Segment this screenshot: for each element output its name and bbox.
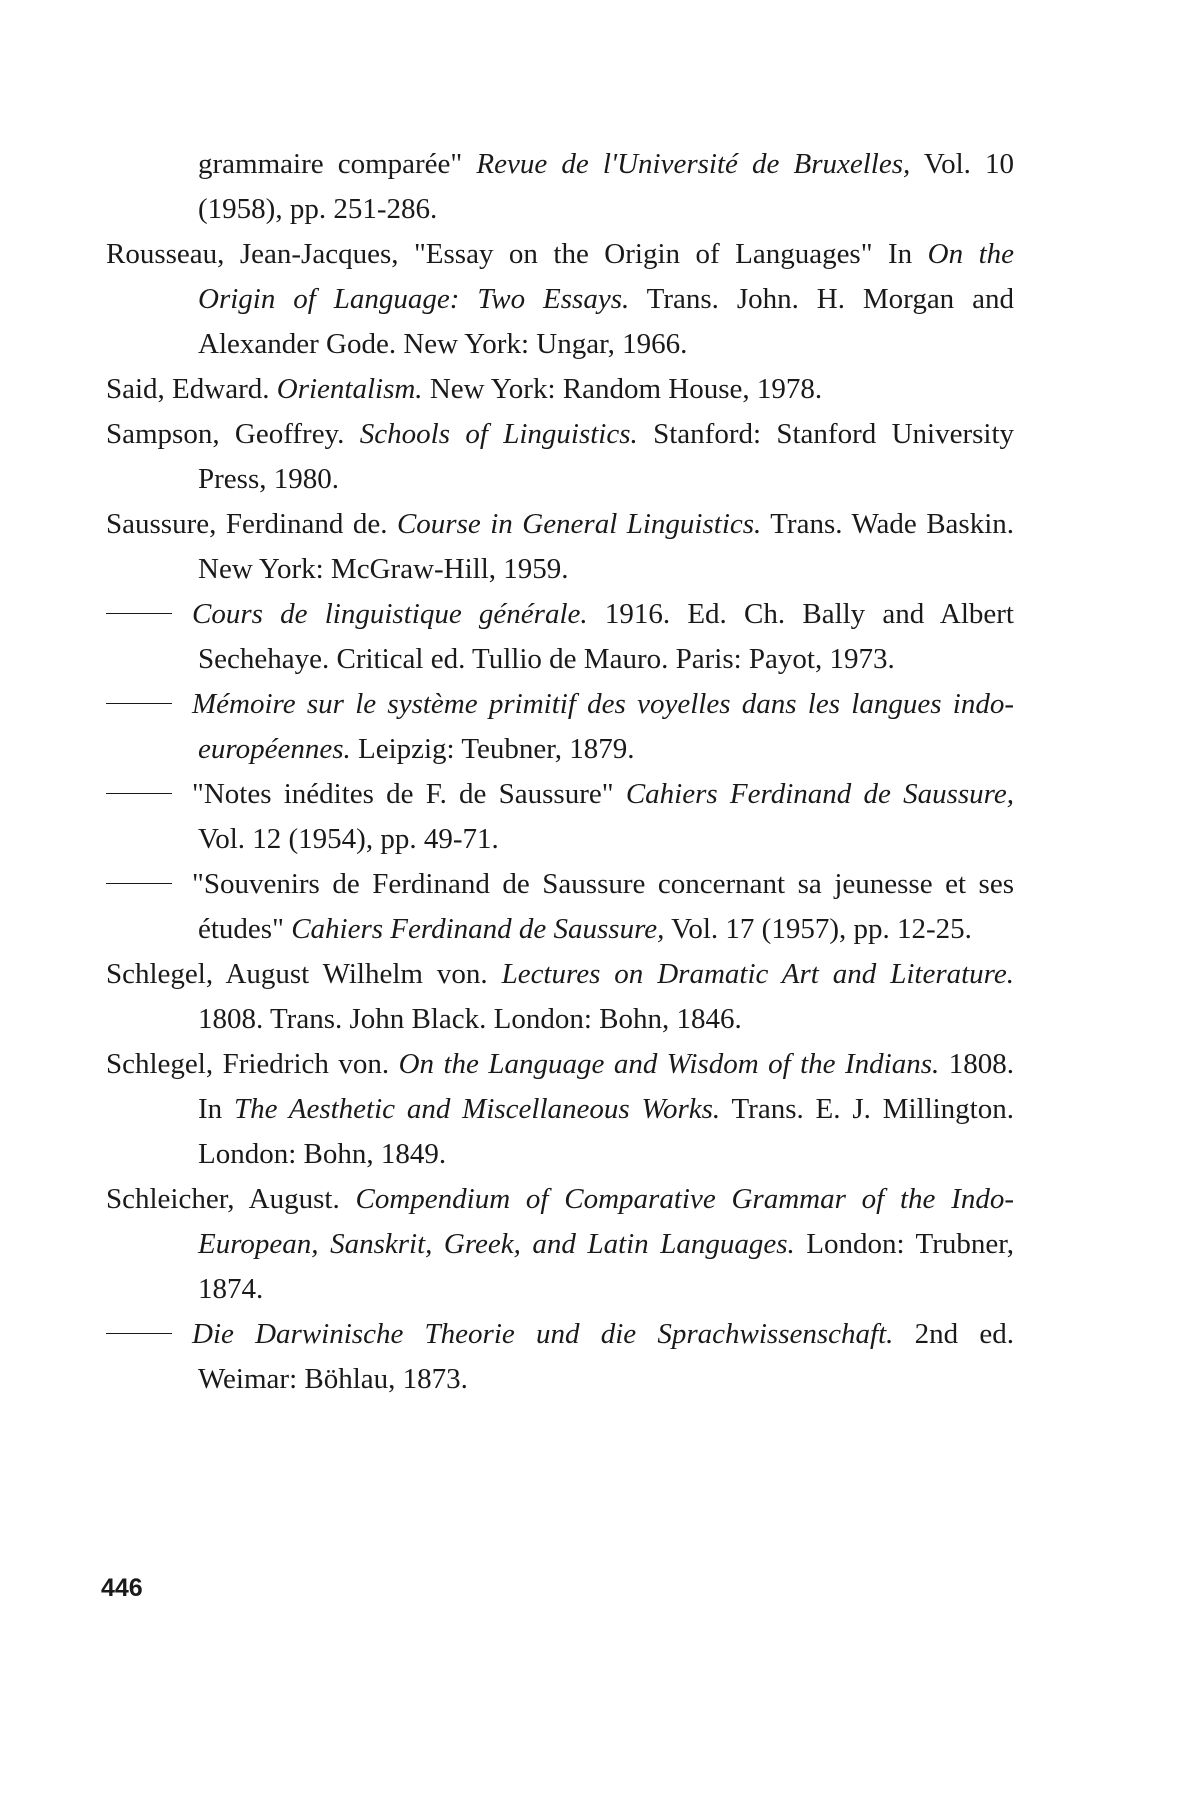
entry-text: Vol. 10 (1958), pp. 251-286. bbox=[198, 148, 1014, 225]
entry-title: Cahiers Ferdinand de Saussure, bbox=[291, 913, 665, 945]
entry-text: Schlegel, August Wilhelm von. bbox=[106, 958, 502, 990]
entry-text: Trans. E. J. Millington. London: Bohn, 1849. bbox=[198, 1093, 1014, 1170]
bibliography-entry bbox=[106, 502, 1014, 592]
same-author-dash bbox=[106, 703, 172, 704]
same-author-dash bbox=[106, 793, 172, 794]
entry-title: Cahiers Ferdinand de Saussure, bbox=[625, 778, 1014, 810]
entry-text: Saussure, Ferdinand de. bbox=[106, 508, 397, 540]
page-number: 446 bbox=[101, 1574, 143, 1602]
entry-text: Said, Edward. bbox=[106, 373, 277, 405]
entry-text: 2nd ed. Weimar: Böhlau, 1873. bbox=[198, 1318, 1014, 1395]
bibliography-entry bbox=[106, 952, 1014, 1042]
entry-text: "Souvenirs de Ferdinand de Saussure concernant sa jeunesse et ses études" bbox=[192, 868, 1014, 945]
bibliography-entry bbox=[106, 1177, 1014, 1312]
bibliography-entry bbox=[106, 682, 1014, 772]
entry-text: 1808. In bbox=[198, 1048, 1014, 1125]
entry-text: Stanford: Stanford University Press, 1980. bbox=[198, 418, 1014, 495]
entry-title: Die Darwinische Theorie und die Sprachwissenschaft. bbox=[192, 1318, 894, 1350]
same-author-dash bbox=[106, 1333, 172, 1334]
bibliography-entry bbox=[106, 142, 1014, 232]
same-author-dash bbox=[106, 613, 172, 614]
bibliography-entry bbox=[106, 592, 1014, 682]
entry-title: The Aesthetic and Miscellaneous Works. bbox=[233, 1093, 721, 1125]
bibliography-entry bbox=[106, 412, 1014, 502]
entry-title: Cours de linguistique générale. bbox=[192, 598, 588, 630]
entry-title: Mémoire sur le système primitif des voyelles dans les langues indo-européennes. bbox=[192, 688, 1014, 765]
entry-text: Trans. Wade Baskin. New York: McGraw-Hill, 1959. bbox=[198, 508, 1015, 585]
bibliography bbox=[106, 142, 1014, 1402]
entry-text: grammaire comparée" bbox=[198, 148, 477, 180]
entry-text: New York: Random House, 1978. bbox=[422, 373, 823, 405]
entry-title: On the Origin of Language: Two Essays. bbox=[198, 238, 1014, 315]
entry-text: Schlegel, Friedrich von. bbox=[106, 1048, 399, 1080]
entry-text: 1808. Trans. John Black. London: Bohn, 1846. bbox=[198, 1003, 742, 1035]
bibliography-entry bbox=[106, 232, 1014, 367]
entry-text: Sampson, Geoffrey. bbox=[106, 418, 360, 450]
entry-title: Schools of Linguistics. bbox=[359, 418, 638, 450]
entry-title: Orientalism. bbox=[276, 373, 423, 405]
entry-text: Schleicher, August. bbox=[106, 1183, 356, 1215]
entry-text: "Notes inédites de F. de Saussure" bbox=[192, 778, 626, 810]
same-author-dash bbox=[106, 883, 172, 884]
bibliography-entry bbox=[106, 772, 1014, 862]
entry-text: Vol. 12 (1954), pp. 49-71. bbox=[198, 823, 499, 855]
entry-text: Vol. 17 (1957), pp. 12-25. bbox=[664, 913, 972, 945]
bibliography-entry bbox=[106, 367, 1014, 412]
entry-text: 1916. Ed. Ch. Bally and Albert Sechehaye. Critical ed. Tullio de Mauro. Paris: Payot, 1973. bbox=[198, 598, 1014, 675]
bibliography-entry bbox=[106, 1042, 1014, 1177]
bibliography-entry bbox=[106, 862, 1014, 952]
entry-text: Trans. John. H. Morgan and Alexander Gode. New York: Ungar, 1966. bbox=[198, 283, 1014, 360]
entry-title: On the Language and Wisdom of the Indians. bbox=[398, 1048, 940, 1080]
bibliography-entry bbox=[106, 1312, 1014, 1402]
entry-title: Compendium of Comparative Grammar of the Indo-European, Sanskrit, Greek, and Latin Languages. bbox=[198, 1183, 1015, 1260]
entry-text: Leipzig: Teubner, 1879. bbox=[350, 733, 635, 765]
entry-title: Course in General Linguistics. bbox=[396, 508, 762, 540]
entry-text: London: Trubner, 1874. bbox=[198, 1228, 1015, 1305]
entry-title: Lectures on Dramatic Art and Literature. bbox=[501, 958, 1014, 990]
entry-title: Revue de l'Université de Bruxelles, bbox=[476, 148, 911, 180]
entry-text: Rousseau, Jean-Jacques, "Essay on the Origin of Languages" In bbox=[106, 238, 928, 270]
